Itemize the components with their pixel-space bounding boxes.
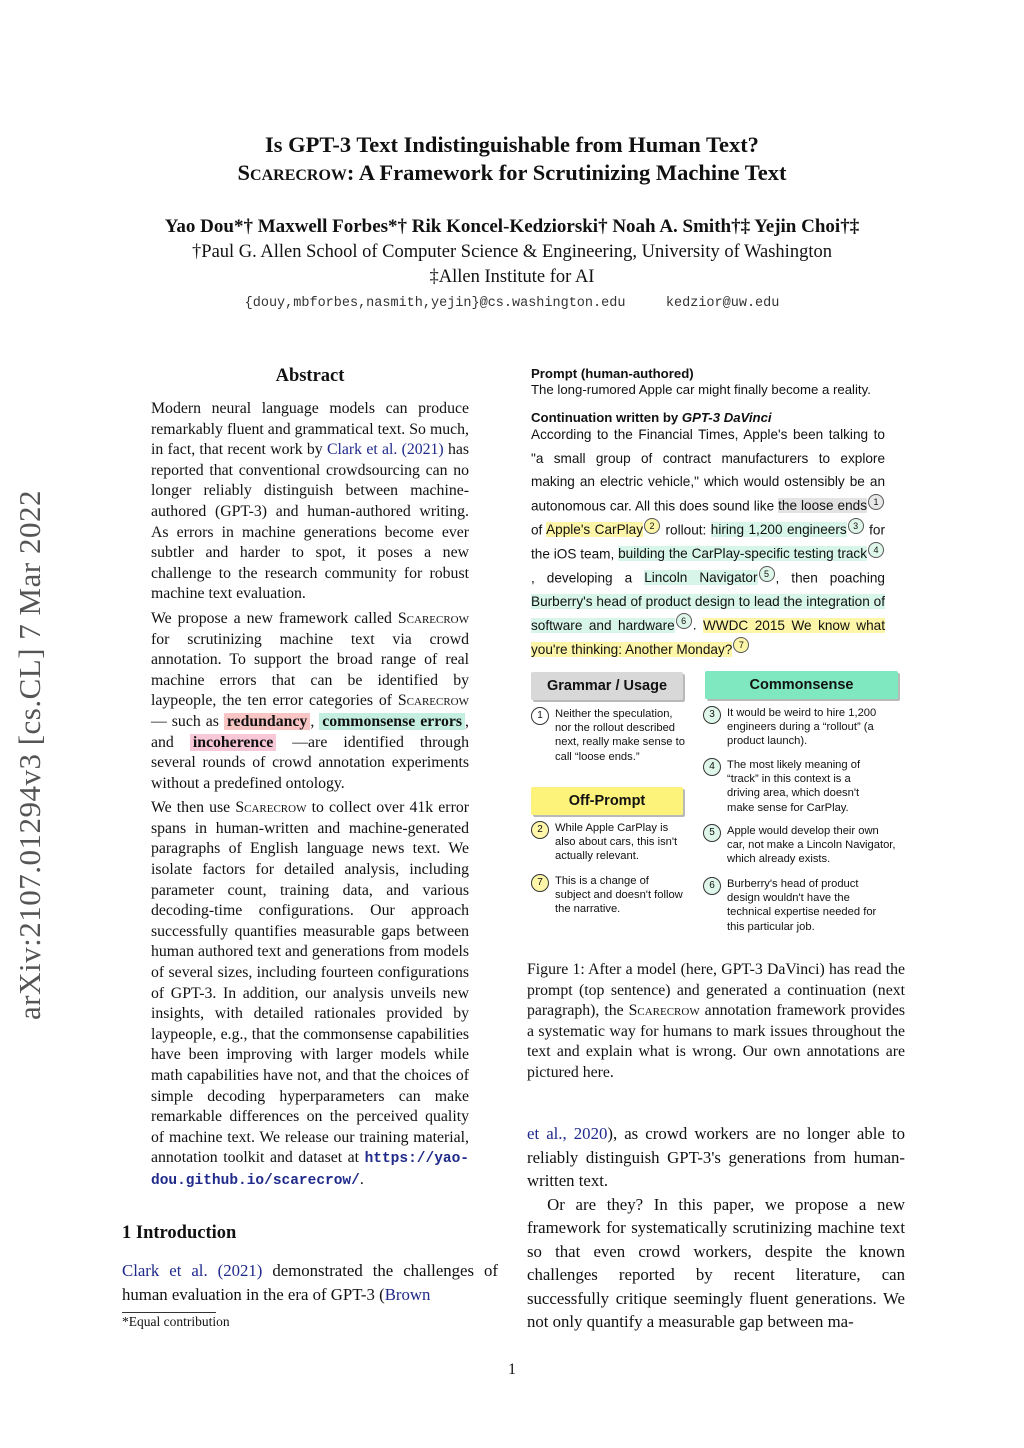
marker-2: 2 (644, 518, 660, 534)
intro-cont-paragraph-1: et al., 2020), as crowd workers are no longer able to reliably distinguish GPT-3's generations from human-written text. (527, 1124, 905, 1190)
footnote-rule (122, 1312, 216, 1313)
citation-brown-2020[interactable]: et al., 2020 (527, 1124, 608, 1143)
marker-1: 1 (868, 494, 884, 510)
error-span-7[interactable]: WWDC 2015 We know what you're thinking: Another Monday? (531, 617, 885, 657)
citation-clark-2021[interactable]: Clark et al. (2021) (326, 441, 444, 459)
error-span-4[interactable]: building the CarPlay-specific testing track (618, 546, 868, 562)
note-1: 1 Neither the speculation, nor the rollout described next, really make sense to call “loose ends.” (555, 707, 685, 764)
note-5: 5 Apple would develop their own car, not make a Lincoln Navigator, which already exists. (727, 824, 897, 867)
error-span-6[interactable]: Burberry's head of product design to lead the integration of software and hardware (531, 593, 885, 633)
note-7: 7 This is a change of subject and doesn't follow the narrative. (555, 874, 685, 917)
error-span-1[interactable]: the loose ends (778, 498, 867, 514)
affiliation-uw: †Paul G. Allen School of Computer Science & Engineering, University of Washington (192, 242, 832, 262)
note-3: 3 It would be weird to hire 1,200 engineers during a “rollout” (a product launch). (727, 706, 897, 749)
tag-commonsense: commonsense errors (319, 713, 465, 730)
marker-7: 7 (733, 637, 749, 653)
prompt-text: The long-rumored Apple car might finally become a reality. (531, 382, 871, 397)
category-off-prompt: Off-Prompt (531, 787, 683, 815)
prompt-label: Prompt (human-authored) (531, 366, 694, 381)
footnote-equal-contribution: *Equal contribution (122, 1314, 230, 1329)
paper-title-line2 (0, 159, 1024, 187)
paper-title-line1: Is GPT-3 Text Indistinguishable from Human Text? (265, 132, 759, 157)
marker-3: 3 (848, 518, 864, 534)
affiliation-ai2: ‡Allen Institute for AI (429, 267, 595, 287)
page-number: 1 (508, 1361, 516, 1378)
abstract-paragraph-2: We propose a new framework called Scarecrow for scrutinizing machine text via crowd annotation. To support the broad range of real machine errors that can be identified by laypeople, the ten error categories of Scarecrow— such as redundancy , commonsense errors , and incoherence —are identified through several rounds of crowd annotation experiments without a predefined ontology. (151, 609, 469, 792)
intro-cont-paragraph-2: Or are they? In this paper, we propose a new framework for systematically scrutinizing machine text so that even crowd workers, despite the known challenges reported by recent literature, can successfully critique seemingly fluent generations. We not only quantify a measurable gap between ma- (527, 1194, 905, 1331)
category-commonsense: Commonsense (705, 671, 898, 699)
continuation-text: According to the Financial Times, Apple's been talking to "a small group of contract manufacturers to explore making an electric vehicle," which would ostensibly be an autonomous car. All this does sound like the loose ends 1 of Apple's CarPlay 2 rollout: hiring 1,200 engineers 3 for the iOS team, building the CarPlay-specific testing track 4, developing a Lincoln Navigator 5 , then poaching Burberry's head of product design to lead the integration of software and hardware 6 . WWDC 2015 We know what you're thinking: Another Monday? 7 (531, 427, 886, 657)
error-span-5[interactable]: Lincoln Navigator (644, 570, 758, 586)
citation-brown[interactable]: Brown (384, 1284, 431, 1304)
intro-continuation (527, 1122, 905, 1334)
continuation-label: Continuation written by GPT-3 DaVinci (531, 410, 772, 425)
author-emails: {douy,mbforbes,nasmith,yejin}@cs.washington.edu kedzior@uw.edu (244, 296, 780, 311)
abstract-heading: Abstract (275, 366, 345, 386)
section-introduction-heading: 1 Introduction (122, 1223, 237, 1243)
title-rest: : A Framework for Scrutinizing Machine Text (346, 160, 787, 185)
intro-paragraph: Clark et al. (2021) demonstrated the challenges of human evaluation in the era of GPT-3 (Brown (122, 1261, 498, 1304)
project-url-link[interactable]: https://yao-dou.github.io/scarecrow/ (151, 1151, 469, 1189)
scarecrow-name: Scarecrow (237, 160, 347, 185)
error-span-2[interactable]: Apple's CarPlay (546, 522, 644, 538)
figure-1-caption: Figure 1: After a model (here, GPT-3 DaVinci) has read the prompt (top sentence) and generated a continuation (next paragraph), the Scarecrow annotation framework provides a systematic way for humans to mark issues throughout the text and explain what is wrong. Our own annotations are pictured here. (527, 961, 905, 1081)
note-6: 6 Burberry's head of product design wouldn't have the technical expertise needed for this particular job. (727, 877, 892, 934)
arxiv-identifier: arXiv:2107.01294v3 [cs.CL] 7 Mar 2022 (12, 490, 47, 1020)
marker-6: 6 (676, 613, 692, 629)
abstract-body (151, 399, 469, 1192)
citation-clark-2021-intro[interactable]: Clark et al. (2021) (122, 1261, 263, 1280)
note-4: 4 The most likely meaning of “track” in this context is a driving area, which doesn't make sense for CarPlay. (727, 758, 877, 815)
category-grammar-usage: Grammar / Usage (531, 672, 683, 700)
marker-5: 5 (759, 566, 775, 582)
abstract-paragraph-1: Modern neural language models can produce remarkably fluent and grammatical text. So much, in fact, that recent work by Clark et al. (2021) has reported that conventional crowdsourcing can no longer reliably distinguish between machine-authored (GPT-3) and human-authored writing. As errors in machine generations become ever subtler and harder to spot, it poses a new challenge to the research community for robust machine text evaluation. (151, 400, 469, 603)
marker-4: 4 (868, 542, 884, 558)
tag-redundancy: redundancy (224, 713, 310, 730)
tag-incoherence: incoherence (190, 734, 276, 751)
abstract-paragraph-3: We then use Scarecrow to collect over 41k error spans in human-written and machine-generated paragraphs of English language news text. We isolate factors for detailed analysis, including parameter count, training data, and various decoding-time configurations. Our approach successfully quantifies measurable gaps between human authored text and generations from models of several sizes, including fourteen configurations of GPT-3. In addition, our analysis unveils new insights, with detailed rationales provided by laypeople, e.g., that the commonsense capabilities have been improving with larger models while math capabilities have not, and that the choices of simple decoding hyperparameters can make remarkable differences on the perceived quality of machine text. We release our training material, annotation toolkit and dataset at https://yao-dou.github.io/scarecrow/. (151, 799, 469, 1189)
note-2: 2 While Apple CarPlay is also about cars, this isn't actually relevant. (555, 821, 685, 864)
error-span-3[interactable]: hiring 1,200 engineers (710, 522, 847, 538)
author-list: Yao Dou*† Maxwell Forbes*† Rik Koncel-Kedziorski† Noah A. Smith†‡ Yejin Choi†‡ (164, 216, 860, 237)
